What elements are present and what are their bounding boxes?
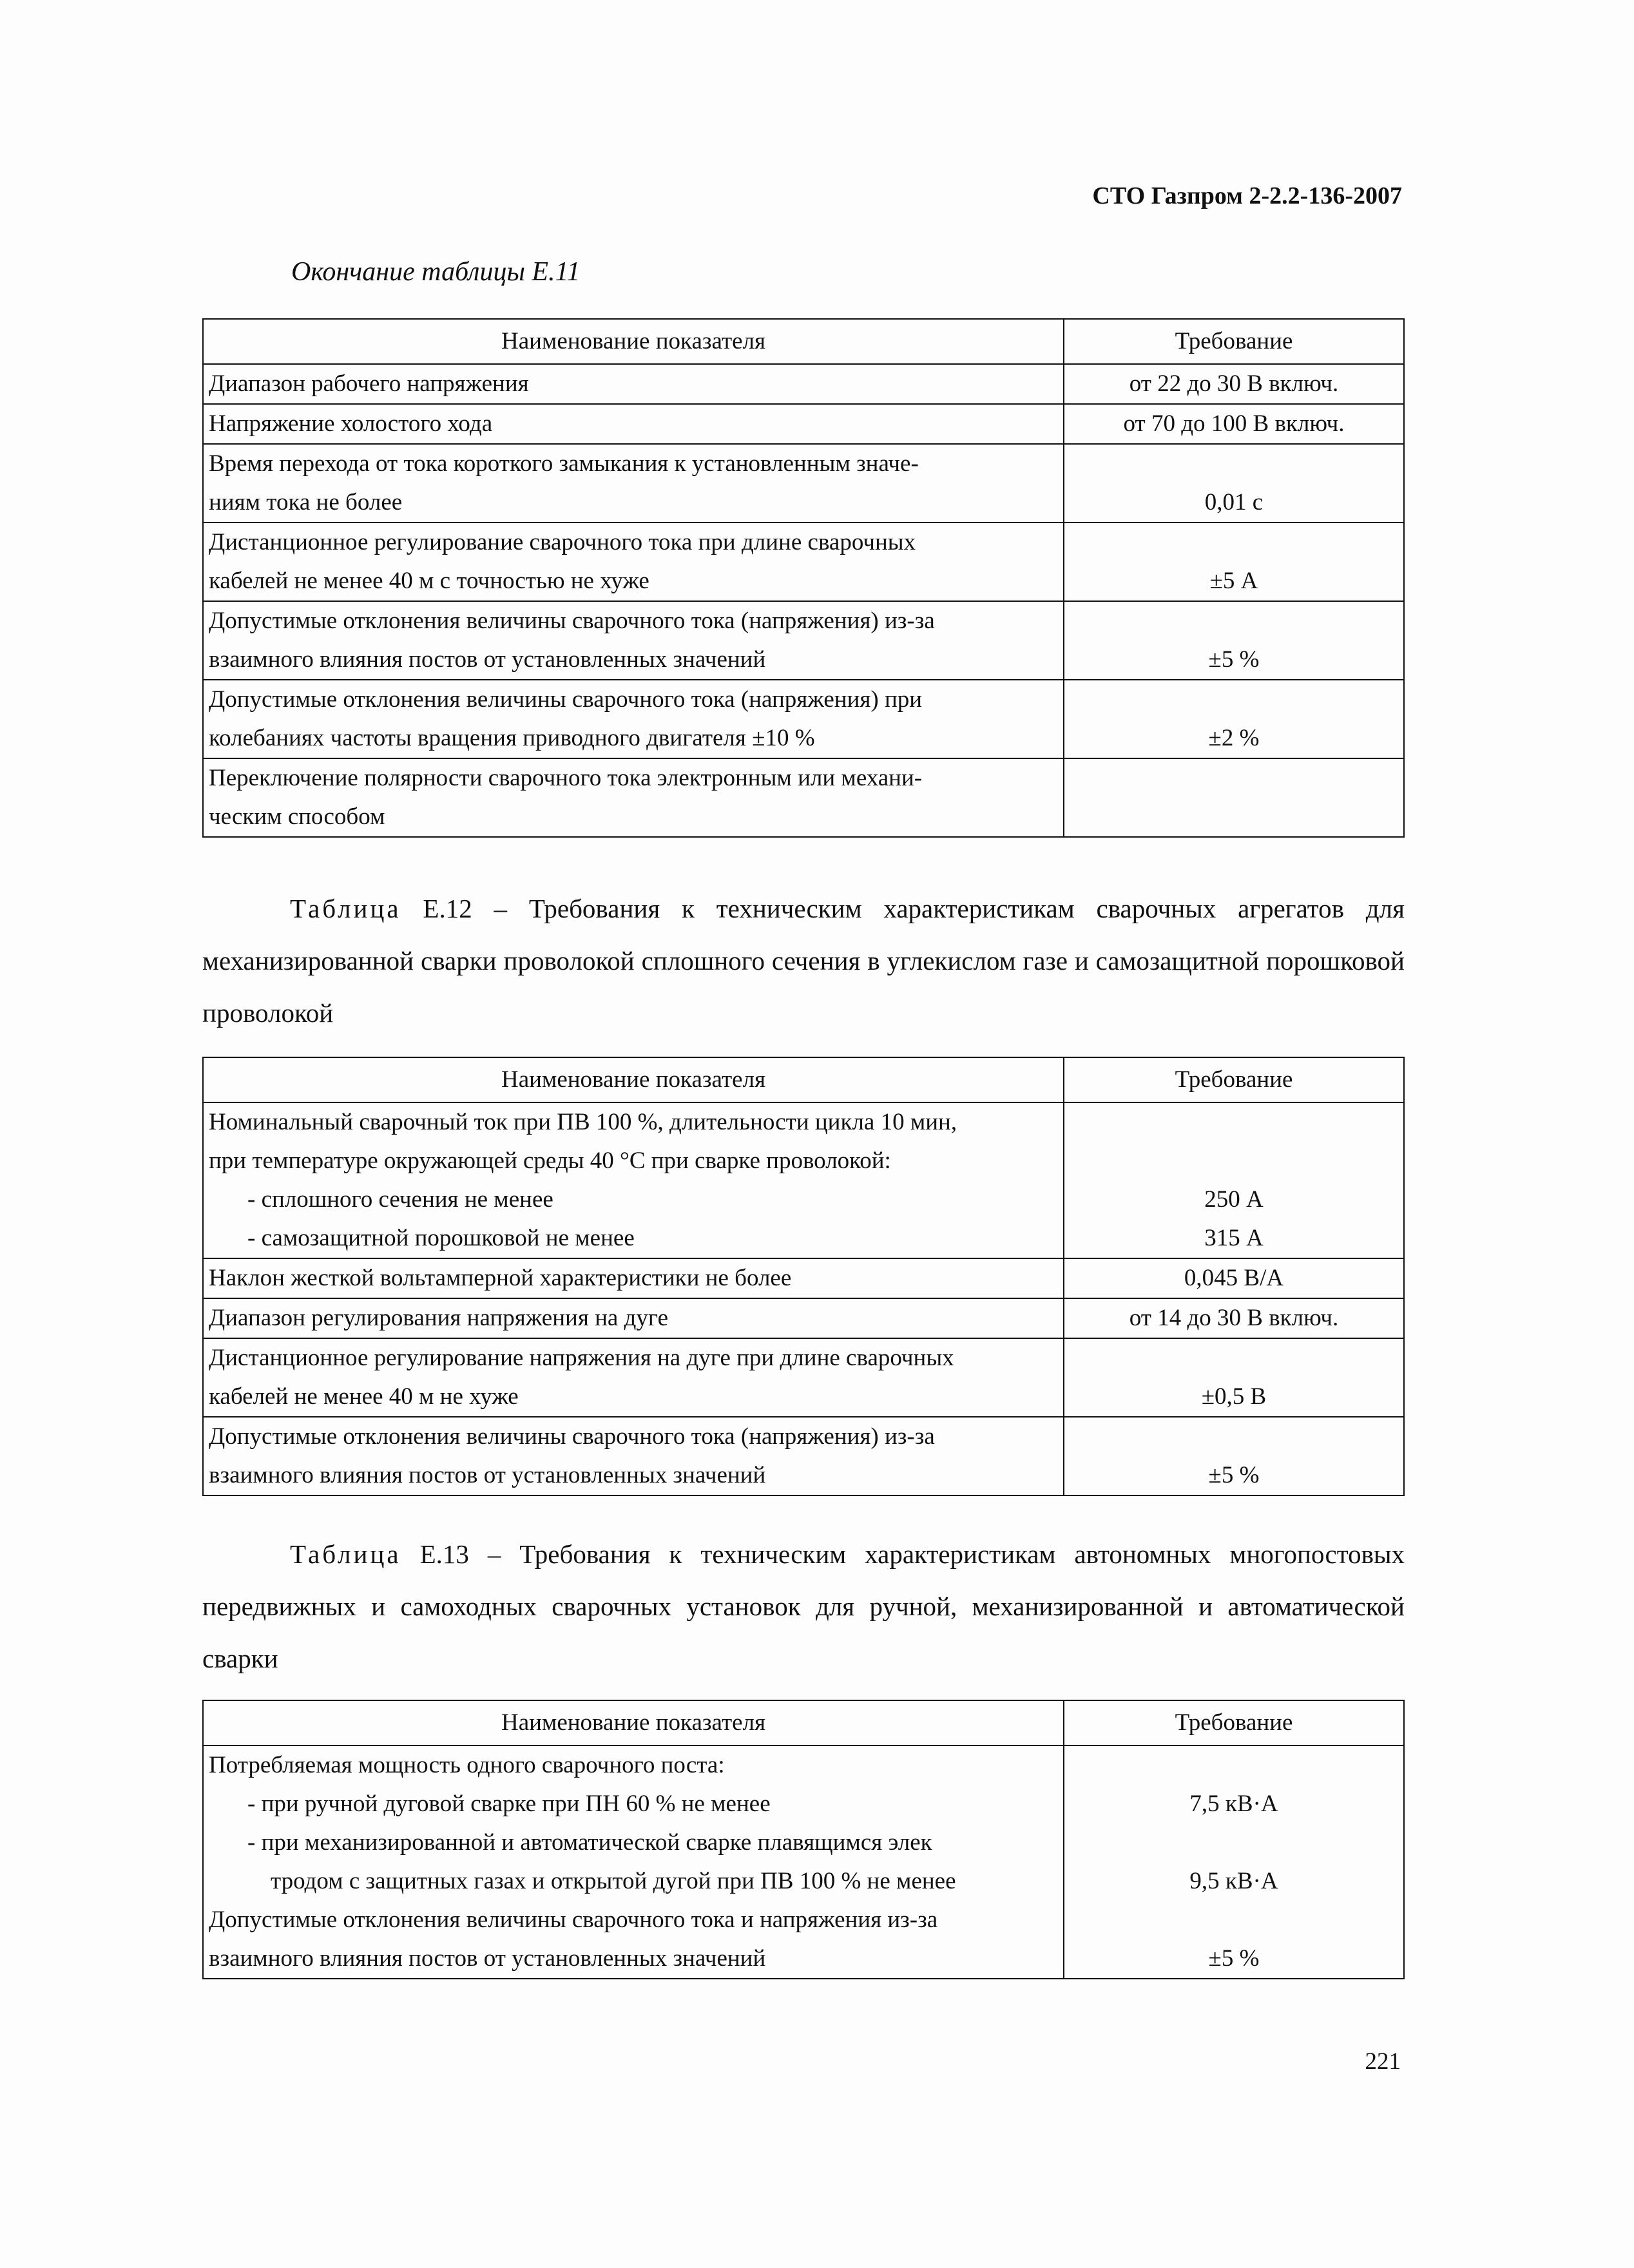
table-row bbox=[203, 1258, 1404, 1298]
table-row bbox=[203, 444, 1404, 523]
column-header-name: Наименование показателя bbox=[203, 1700, 1064, 1745]
row-name: Допустимые отклонения величины сварочного тока (напряжения) при колебаниях частоты вращения приводного двигателя ±10 % bbox=[203, 680, 1064, 758]
table-e12 bbox=[202, 1057, 1405, 1496]
caption-label: Таблица bbox=[290, 1539, 401, 1569]
row-name: Диапазон регулирования напряжения на дуге bbox=[203, 1298, 1064, 1338]
row-name: Напряжение холостого хода bbox=[203, 404, 1064, 444]
column-header-requirement: Требование bbox=[1064, 319, 1404, 364]
row-requirement: 7,5 кВ·А 9,5 кВ·А ±5 % bbox=[1064, 1745, 1404, 1979]
row-name: Дистанционное регулирование напряжения на дуге при длине сварочных кабелей не менее 40 м не хуже bbox=[203, 1338, 1064, 1417]
row-requirement: ±5 % bbox=[1064, 1417, 1404, 1495]
row-name: Допустимые отклонения величины сварочного тока (напряжения) из-за взаимного влияния постов от установленных значений bbox=[203, 601, 1064, 680]
row-requirement: 250 А 315 А bbox=[1064, 1102, 1404, 1258]
table-continuation-title: Окончание таблицы Е.11 bbox=[291, 257, 581, 287]
table-e13-caption bbox=[202, 1528, 1405, 1685]
table-header-row bbox=[203, 1700, 1404, 1745]
table-row bbox=[203, 1298, 1404, 1338]
row-requirement: ±5 А bbox=[1064, 523, 1404, 601]
row-name: Номинальный сварочный ток при ПВ 100 %, длительности цикла 10 мин, при температуре окружающей среды 40 °С при сварке проволокой: - сплошного сечения не менее - самозащитной порошковой не менее bbox=[203, 1102, 1064, 1258]
table-e12-caption bbox=[202, 883, 1405, 1039]
row-name: Переключение полярности сварочного тока электронным или механи- ческим способом bbox=[203, 758, 1064, 837]
caption-text: Е.12 – Требования к техническим характеристикам сварочных агрегатов для механизированной сварки проволокой сплошного сечения в углекислом газе и самозащитной порошковой проволокой bbox=[202, 894, 1405, 1028]
row-requirement bbox=[1064, 758, 1404, 837]
row-name: Допустимые отклонения величины сварочного тока (напряжения) из-за взаимного влияния постов от установленных значений bbox=[203, 1417, 1064, 1495]
table-row bbox=[203, 1417, 1404, 1495]
caption-text: Е.13 – Требования к техническим характеристикам автономных многопостовых передвижных и самоходных сварочных установок для ручной, механизированной и автоматической сварки bbox=[202, 1539, 1405, 1673]
row-name: Дистанционное регулирование сварочного тока при длине сварочных кабелей не менее 40 м с точностью не хуже bbox=[203, 523, 1064, 601]
row-requirement: от 22 до 30 В включ. bbox=[1064, 364, 1404, 404]
column-header-name: Наименование показателя bbox=[203, 1057, 1064, 1102]
table-row bbox=[203, 523, 1404, 601]
table-row bbox=[203, 404, 1404, 444]
table-e11 bbox=[202, 318, 1405, 838]
row-requirement: 0,01 с bbox=[1064, 444, 1404, 523]
table-header-row bbox=[203, 1057, 1404, 1102]
column-header-requirement: Требование bbox=[1064, 1057, 1404, 1102]
caption-label: Таблица bbox=[290, 894, 401, 923]
row-requirement: ±0,5 В bbox=[1064, 1338, 1404, 1417]
document-header: СТО Газпром 2-2.2-136-2007 bbox=[1092, 182, 1402, 209]
table-row bbox=[203, 758, 1404, 837]
row-requirement: от 14 до 30 В включ. bbox=[1064, 1298, 1404, 1338]
row-requirement: от 70 до 100 В включ. bbox=[1064, 404, 1404, 444]
page-number: 221 bbox=[1365, 2048, 1401, 2075]
table-row bbox=[203, 1745, 1404, 1979]
table-row bbox=[203, 364, 1404, 404]
row-name: Диапазон рабочего напряжения bbox=[203, 364, 1064, 404]
column-header-name: Наименование показателя bbox=[203, 319, 1064, 364]
table-e13 bbox=[202, 1700, 1405, 1979]
row-requirement: ±2 % bbox=[1064, 680, 1404, 758]
row-name: Наклон жесткой вольтамперной характеристики не более bbox=[203, 1258, 1064, 1298]
table-header-row bbox=[203, 319, 1404, 364]
row-name: Потребляемая мощность одного сварочного поста: - при ручной дуговой сварке при ПН 60 % не менее - при механизированной и автоматической сварке плавящимся элек тродом с защитных газах и открытой дугой при ПВ 100 % не менее Допустимые отклонения величины сварочного тока и напряжения из-за взаимного влияния постов от установленных значений bbox=[203, 1745, 1064, 1979]
row-requirement: ±5 % bbox=[1064, 601, 1404, 680]
row-name: Время перехода от тока короткого замыкания к установленным значе- ниям тока не более bbox=[203, 444, 1064, 523]
table-row bbox=[203, 680, 1404, 758]
table-row bbox=[203, 1338, 1404, 1417]
table-row bbox=[203, 601, 1404, 680]
column-header-requirement: Требование bbox=[1064, 1700, 1404, 1745]
table-row bbox=[203, 1102, 1404, 1258]
row-requirement: 0,045 В/А bbox=[1064, 1258, 1404, 1298]
